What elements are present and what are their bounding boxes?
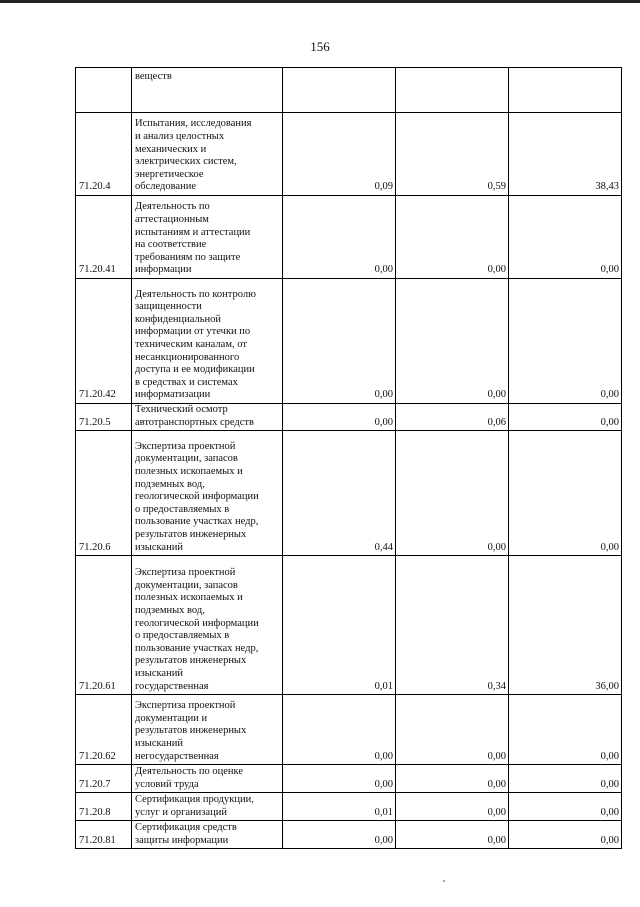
row-name: Деятельность по аттестационным испытаниям и аттестации на соответствие требованиям по защите информации <box>132 196 283 279</box>
row-value-2: 0,00 <box>396 821 509 849</box>
row-value-2: 0,00 <box>396 765 509 793</box>
row-value-2: 0,59 <box>396 113 509 196</box>
row-code: 71.20.62 <box>76 695 132 765</box>
table-row <box>76 793 622 821</box>
row-name: Экспертиза проектной документации, запасов полезных ископаемых и подземных вод, геологической информации о предоставляемых в пользование участках недр, результатов инженерных изысканий <box>132 431 283 556</box>
row-value-3: 0,00 <box>509 695 622 765</box>
table-body <box>76 68 622 849</box>
table-row <box>76 279 622 404</box>
row-code: 71.20.81 <box>76 821 132 849</box>
row-name: Деятельность по оценке условий труда <box>132 765 283 793</box>
row-code: 71.20.41 <box>76 196 132 279</box>
row-value-1: 0,00 <box>283 196 396 279</box>
table-row <box>76 196 622 279</box>
row-code: 71.20.5 <box>76 404 132 431</box>
row-value-2: 0,34 <box>396 556 509 695</box>
row-value-1: 0,00 <box>283 765 396 793</box>
row-value-1: 0,01 <box>283 793 396 821</box>
row-value-1: 0,00 <box>283 695 396 765</box>
row-value-3: 0,00 <box>509 793 622 821</box>
row-code: 71.20.61 <box>76 556 132 695</box>
row-value-3: 0,00 <box>509 279 622 404</box>
top-border-line <box>0 0 640 3</box>
row-name: Сертификация продукции, услуг и организаций <box>132 793 283 821</box>
row-value-2 <box>396 68 509 113</box>
table-row <box>76 431 622 556</box>
row-value-3: 0,00 <box>509 404 622 431</box>
row-name: Технический осмотр автотранспортных средств <box>132 404 283 431</box>
row-name: Экспертиза проектной документации, запасов полезных ископаемых и подземных вод, геологической информации о предоставляемых в пользование участках недр, результатов инженерных изысканий государственная <box>132 556 283 695</box>
row-code: 71.20.6 <box>76 431 132 556</box>
table-row <box>76 68 622 113</box>
row-value-3: 38,43 <box>509 113 622 196</box>
row-code: 71.20.7 <box>76 765 132 793</box>
row-value-2: 0,06 <box>396 404 509 431</box>
row-value-2: 0,00 <box>396 695 509 765</box>
activity-table <box>75 67 622 849</box>
row-name: Сертификация средств защиты информации <box>132 821 283 849</box>
row-value-1: 0,00 <box>283 404 396 431</box>
row-value-3 <box>509 68 622 113</box>
page-number: 156 <box>310 39 330 54</box>
row-value-3: 0,00 <box>509 765 622 793</box>
row-code: 71.20.8 <box>76 793 132 821</box>
table-row <box>76 821 622 849</box>
row-value-1: 0,00 <box>283 279 396 404</box>
row-name: Испытания, исследования и анализ целостных механических и электрических систем, энергетическое обследование <box>132 113 283 196</box>
row-name: Экспертиза проектной документации и результатов инженерных изысканий негосударственная <box>132 695 283 765</box>
row-value-3: 0,00 <box>509 821 622 849</box>
table-row <box>76 404 622 431</box>
row-name: веществ <box>132 68 283 113</box>
row-name: Деятельность по контролю защищенности конфиденциальной информации от утечки по техническим каналам, от несанкционированного доступа и ее модификации в средствах и системах информатизации <box>132 279 283 404</box>
table-row <box>76 765 622 793</box>
row-value-2: 0,00 <box>396 431 509 556</box>
row-code: 71.20.4 <box>76 113 132 196</box>
table-row <box>76 695 622 765</box>
row-value-2: 0,00 <box>396 279 509 404</box>
scan-speck <box>443 880 445 882</box>
row-value-3: 0,00 <box>509 431 622 556</box>
row-value-3: 36,00 <box>509 556 622 695</box>
row-code <box>76 68 132 113</box>
row-value-1 <box>283 68 396 113</box>
row-value-1: 0,09 <box>283 113 396 196</box>
row-value-1: 0,44 <box>283 431 396 556</box>
table-row <box>76 113 622 196</box>
row-code: 71.20.42 <box>76 279 132 404</box>
row-value-2: 0,00 <box>396 196 509 279</box>
row-value-2: 0,00 <box>396 793 509 821</box>
table-row <box>76 556 622 695</box>
row-value-1: 0,01 <box>283 556 396 695</box>
row-value-1: 0,00 <box>283 821 396 849</box>
row-value-3: 0,00 <box>509 196 622 279</box>
